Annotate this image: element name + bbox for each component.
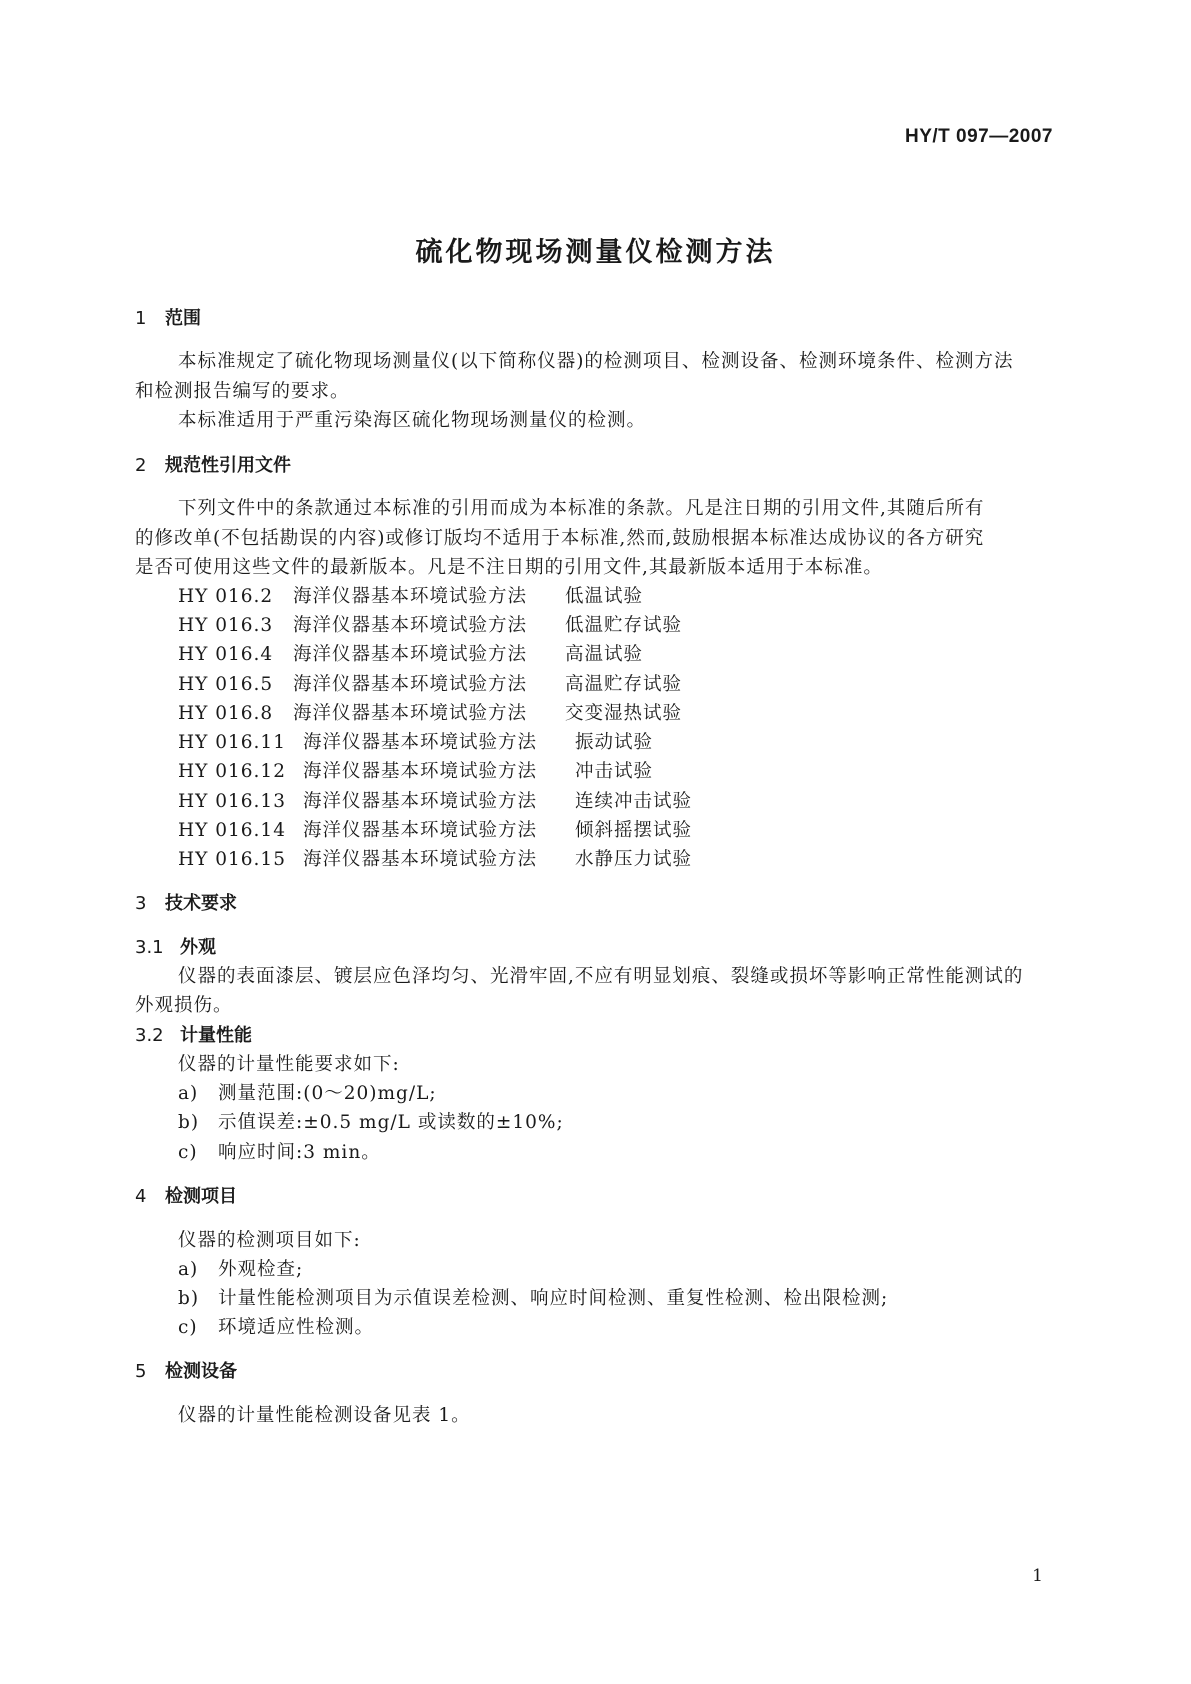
ref-test: 高温试验 [565,644,644,665]
reference-item [178,611,682,637]
ref-test: 高温贮存试验 [565,674,683,695]
ref-code: HY 016.12 [178,761,286,782]
section-title: 检测项目 [165,1186,237,1207]
ref-code: HY 016.5 [178,674,274,695]
ref-test: 倾斜摇摆试验 [575,820,693,841]
list-label: c) [178,1317,198,1338]
ref-test: 冲击试验 [575,761,654,782]
section-title: 范围 [165,308,201,329]
paragraph-line: 本标准适用于严重污染海区硫化物现场测量仪的检测。 [178,410,647,431]
ref-code: HY 016.4 [178,644,274,665]
list-text: 响应时间:3 min。 [218,1142,381,1163]
list-label: b) [178,1112,200,1133]
section-4-heading [135,1182,237,1208]
list-text: 环境适应性检测。 [218,1317,375,1338]
reference-item [178,582,643,608]
document-title: 硫化物现场测量仪检测方法 [415,237,776,268]
standard-code: HY/T 097—2007 [904,126,1053,147]
section-number: 3.1 [135,937,164,958]
reference-item [178,787,692,813]
ref-name: 海洋仪器基本环境试验方法 [303,820,538,841]
reference-item [178,640,643,666]
reference-item [178,757,653,783]
ref-code: HY 016.14 [178,820,286,841]
ref-code: HY 016.2 [178,586,274,607]
ref-code: HY 016.13 [178,791,286,812]
section-title: 检测设备 [165,1361,237,1382]
ref-code: HY 016.8 [178,703,274,724]
ref-name: 海洋仪器基本环境试验方法 [293,703,528,724]
list-text: 计量性能检测项目为示值误差检测、响应时间检测、重复性检测、检出限检测; [218,1288,889,1309]
paragraph-line: 仪器的表面漆层、镀层应色泽均匀、光滑牢固,不应有明显划痕、裂缝或损坏等影响正常性能测试的 [178,966,1024,987]
ref-code: HY 016.3 [178,615,274,636]
reference-item [178,699,682,725]
section-title: 计量性能 [180,1025,252,1046]
list-text: 测量范围:(0～20)mg/L; [218,1083,437,1104]
section-number: 4 [135,1186,147,1207]
ref-code: HY 016.15 [178,849,286,870]
list-label: a) [178,1259,199,1280]
reference-item [178,845,692,871]
list-item [178,1255,303,1281]
section-number: 3 [135,893,147,914]
ref-name: 海洋仪器基本环境试验方法 [303,761,538,782]
list-text: 外观检查; [218,1259,304,1280]
paragraph-line: 的修改单(不包括勘误的内容)或修订版均不适用于本标准,然而,鼓励根据本标准达成协议的各方研究 [135,528,985,549]
paragraph-line: 仪器的计量性能要求如下: [178,1054,400,1075]
section-title: 规范性引用文件 [165,455,291,476]
section-5-heading [135,1357,237,1383]
reference-item [178,670,682,696]
ref-name: 海洋仪器基本环境试验方法 [303,732,538,753]
list-label: c) [178,1142,198,1163]
ref-name: 海洋仪器基本环境试验方法 [293,615,528,636]
ref-name: 海洋仪器基本环境试验方法 [293,586,528,607]
list-item [178,1108,564,1134]
list-label: b) [178,1288,200,1309]
section-1-heading [135,304,201,330]
paragraph-line: 和检测报告编写的要求。 [135,381,350,402]
section-number: 5 [135,1361,147,1382]
list-item [178,1079,437,1105]
list-item [178,1138,381,1164]
ref-test: 连续冲击试验 [575,791,693,812]
reference-item [178,816,692,842]
ref-test: 振动试验 [575,732,654,753]
section-title: 技术要求 [165,893,237,914]
ref-test: 水静压力试验 [575,849,693,870]
paragraph-line: 仪器的检测项目如下: [178,1230,361,1251]
reference-item [178,728,653,754]
ref-name: 海洋仪器基本环境试验方法 [293,644,528,665]
section-3-2-heading [135,1021,252,1047]
paragraph-line: 下列文件中的条款通过本标准的引用而成为本标准的条款。凡是注日期的引用文件,其随后所有 [178,498,985,519]
section-3-heading [135,889,237,915]
ref-test: 交变湿热试验 [565,703,683,724]
ref-name: 海洋仪器基本环境试验方法 [293,674,528,695]
ref-test: 低温试验 [565,586,644,607]
list-item [178,1284,888,1310]
ref-test: 低温贮存试验 [565,615,683,636]
list-item [178,1313,374,1339]
ref-code: HY 016.11 [178,732,286,753]
paragraph-line: 外观损伤。 [135,995,233,1016]
ref-name: 海洋仪器基本环境试验方法 [303,849,538,870]
page-number: 1 [1032,1566,1043,1586]
list-text: 示值误差:±0.5 mg/L 或读数的±10%; [218,1112,564,1133]
section-2-heading [135,451,291,477]
section-number: 2 [135,455,147,476]
paragraph-line: 本标准规定了硫化物现场测量仪(以下简称仪器)的检测项目、检测设备、检测环境条件、检测方法 [178,351,1014,372]
section-number: 1 [135,308,147,329]
paragraph-line: 仪器的计量性能检测设备见表 1。 [178,1405,471,1426]
section-number: 3.2 [135,1025,164,1046]
section-title: 外观 [180,937,216,958]
section-3-1-heading [135,933,216,959]
ref-name: 海洋仪器基本环境试验方法 [303,791,538,812]
paragraph-line: 是否可使用这些文件的最新版本。凡是不注日期的引用文件,其最新版本适用于本标准。 [135,557,883,578]
list-label: a) [178,1083,199,1104]
